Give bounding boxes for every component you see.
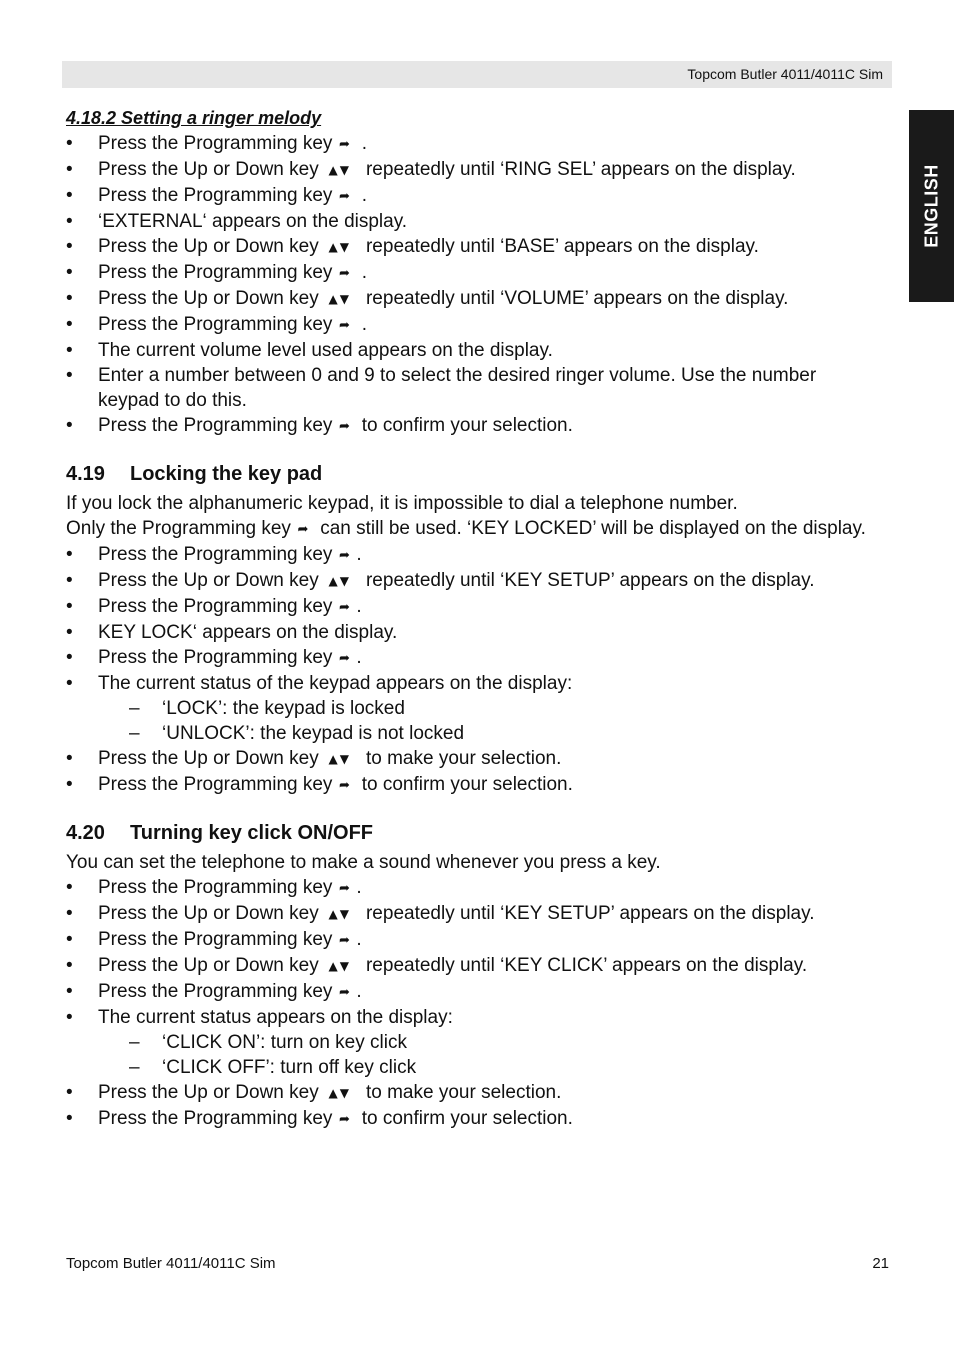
list-item: • The current volume level used appears on the display.: [66, 338, 881, 363]
list-item: • Press the Programming key ➦ .: [66, 594, 881, 620]
sub-list-item: – ‘UNLOCK’: the keypad is not locked: [66, 721, 881, 746]
list-item: • Press the Up or Down key ▲▼ repeatedly until ‘KEY SETUP’ appears on the display.: [66, 901, 881, 927]
list-item: • KEY LOCK‘ appears on the display.: [66, 620, 881, 645]
intro-text: can still be used. ‘KEY LOCKED’ will be displayed on the display.: [314, 518, 866, 539]
key-lock-steps: [66, 542, 881, 696]
section-number: 4.19: [66, 463, 105, 485]
language-tab: [909, 110, 954, 302]
list-item: • Press the Programming key ➦ .: [66, 875, 881, 901]
list-item: • Press the Programming key ➦ to confirm your selection.: [66, 1106, 881, 1132]
up-down-key-icon: ▲▼: [328, 240, 351, 254]
list-item: • Press the Up or Down key ▲▼ to make your selection.: [66, 746, 881, 772]
sub-list-item: – ‘CLICK OFF’: turn off key click: [66, 1055, 881, 1080]
page-header-bar: [62, 61, 892, 88]
list-item: • The current status appears on the display:: [66, 1005, 881, 1030]
programming-key-icon: ➦: [338, 318, 350, 333]
section-number: 4.20: [66, 822, 105, 844]
up-down-key-icon: ▲▼: [328, 907, 351, 921]
up-down-key-icon: ▲▼: [328, 752, 351, 766]
list-item: • Press the Up or Down key ▲▼ repeatedly until ‘BASE’ appears on the display.: [66, 234, 881, 260]
section-title-4-20: [66, 819, 881, 847]
list-item: • Press the Programming key ➦ to confirm your selection.: [66, 772, 881, 798]
page-content: [66, 105, 881, 1132]
list-item: • Enter a number between 0 and 9 to select the desired ringer volume. Use the number keypad to do this.: [66, 363, 881, 413]
programming-key-icon: ➦: [338, 266, 350, 281]
key-click-steps: [66, 875, 881, 1030]
list-item: • Press the Up or Down key ▲▼ to make your selection.: [66, 1080, 881, 1106]
key-lock-status-options: [66, 696, 881, 746]
intro-paragraph: [66, 516, 881, 542]
list-item: • Press the Programming key ➦ .: [66, 542, 881, 568]
list-item: • Press the Up or Down key ▲▼ repeatedly until ‘KEY CLICK’ appears on the display.: [66, 953, 881, 979]
footer-title: Topcom Butler 4011/4011C Sim: [66, 1255, 276, 1272]
programming-key-icon: ➦: [338, 548, 350, 563]
programming-key-icon: ➦: [338, 985, 350, 1000]
up-down-key-icon: ▲▼: [328, 574, 351, 588]
list-item: • Press the Programming key ➦ .: [66, 645, 881, 671]
list-item: • Press the Programming key ➦ .: [66, 183, 881, 209]
up-down-key-icon: ▲▼: [328, 1086, 351, 1100]
header-title: Topcom Butler 4011/4011C Sim: [687, 66, 883, 82]
ringer-melody-steps: [66, 131, 881, 439]
list-item: • Press the Up or Down key ▲▼ repeatedly until ‘RING SEL’ appears on the display.: [66, 157, 881, 183]
list-item: • Press the Programming key ➦ .: [66, 979, 881, 1005]
list-item: • The current status of the keypad appears on the display:: [66, 671, 881, 696]
up-down-key-icon: ▲▼: [328, 959, 351, 973]
programming-key-icon: ➦: [338, 651, 350, 666]
list-item: • ‘EXTERNAL‘ appears on the display.: [66, 209, 881, 234]
key-lock-final-steps: [66, 746, 881, 798]
language-label: ENGLISH: [921, 164, 941, 248]
up-down-key-icon: ▲▼: [328, 292, 351, 306]
intro-text: Only the Programming key: [66, 518, 291, 539]
list-item: • Press the Programming key ➦ .: [66, 260, 881, 286]
section-title-4-19: [66, 460, 881, 488]
section-heading: Turning key click ON/OFF: [130, 822, 374, 844]
subsection-title-4-18-2: 4.18.2 Setting a ringer melody: [66, 108, 322, 128]
sub-list-item: – ‘CLICK ON’: turn on key click: [66, 1030, 881, 1055]
programming-key-icon: ➦: [338, 881, 350, 896]
programming-key-icon: ➦: [338, 778, 350, 793]
programming-key-icon: ➦: [338, 1112, 350, 1127]
section-heading: Locking the key pad: [130, 463, 323, 485]
sub-list-item: – ‘LOCK’: the keypad is locked: [66, 696, 881, 721]
list-item: • Press the Programming key ➦ .: [66, 312, 881, 338]
list-item: • Press the Up or Down key ▲▼ repeatedly until ‘VOLUME’ appears on the display.: [66, 286, 881, 312]
list-item: • Press the Programming key ➦ .: [66, 131, 881, 157]
programming-key-icon: ➦: [338, 419, 350, 434]
intro-paragraph: You can set the telephone to make a sound whenever you press a key.: [66, 852, 661, 873]
list-item: • Press the Up or Down key ▲▼ repeatedly until ‘KEY SETUP’ appears on the display.: [66, 568, 881, 594]
list-item: • Press the Programming key ➦ .: [66, 927, 881, 953]
key-click-status-options: [66, 1030, 881, 1080]
up-down-key-icon: ▲▼: [328, 163, 351, 177]
intro-paragraph: If you lock the alphanumeric keypad, it is impossible to dial a telephone number.: [66, 493, 738, 514]
programming-key-icon: ➦: [297, 522, 309, 537]
programming-key-icon: ➦: [338, 189, 350, 204]
programming-key-icon: ➦: [338, 600, 350, 615]
page-number: 21: [872, 1255, 889, 1272]
programming-key-icon: ➦: [338, 137, 350, 152]
key-click-final-steps: [66, 1080, 881, 1132]
programming-key-icon: ➦: [338, 933, 350, 948]
list-item: • Press the Programming key ➦ to confirm your selection.: [66, 413, 881, 439]
